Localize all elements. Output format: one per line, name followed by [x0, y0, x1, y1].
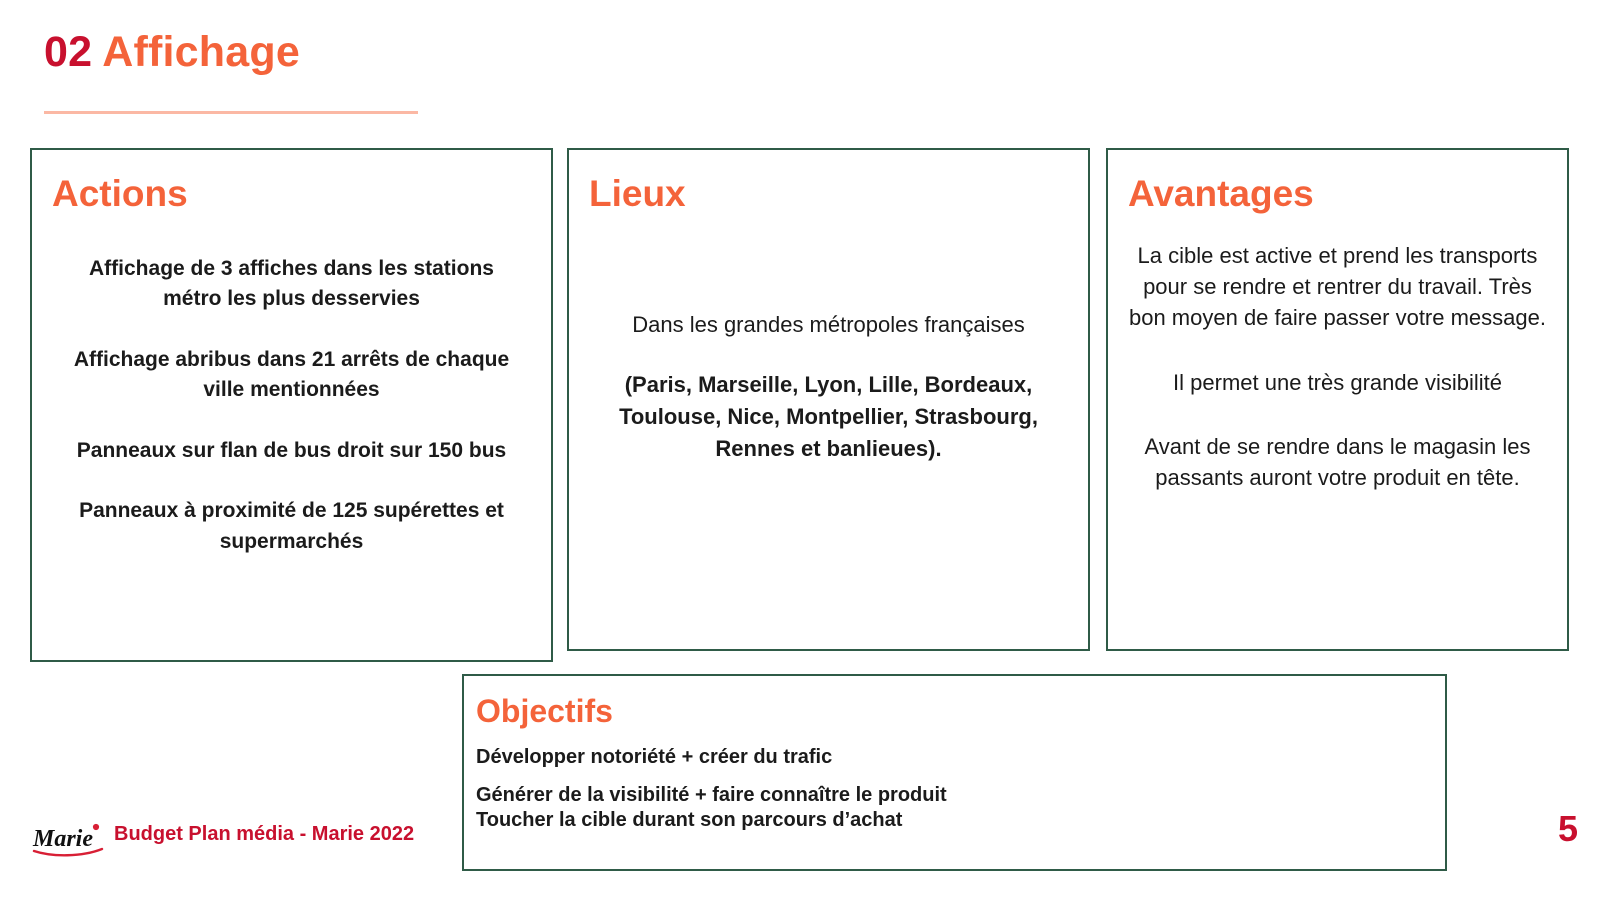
svg-text:Marie: Marie: [33, 826, 93, 852]
card-actions-title: Actions: [52, 173, 188, 214]
page-number: 5: [1557, 808, 1578, 849]
card-actions: [30, 148, 553, 662]
card-actions-body: [32, 254, 551, 557]
card-avantages-title: Avantages: [1128, 173, 1314, 214]
card-objectifs: [462, 674, 1447, 871]
card-lieux-title: Lieux: [589, 173, 686, 214]
card-avantages: [1106, 148, 1569, 651]
page-title: [44, 28, 300, 77]
avantages-paragraph: La cible est active et prend les transports pour se rendre et rentrer du travail. Très bon moyen de faire passer votre message.: [1128, 243, 1546, 331]
objectifs-line: Développer notoriété + créer du trafic: [476, 746, 833, 768]
title-underline-rule: [44, 111, 418, 114]
page-title-word: Affichage: [102, 28, 300, 76]
objectifs-line: Générer de la visibilité + faire connaître le produit: [476, 784, 947, 807]
actions-paragraph: Affichage abribus dans 21 arrêts de chaque ville mentionnées: [73, 347, 510, 402]
marie-logo: [30, 818, 112, 858]
card-lieux-body: [569, 310, 1088, 464]
card-objectifs-title: Objectifs: [476, 693, 613, 729]
objectifs-line: Toucher la cible durant son parcours d’achat: [476, 808, 903, 831]
page-title-number: 02: [44, 28, 93, 76]
actions-paragraph: Panneaux à proximité de 125 supérettes et supermarchés: [79, 499, 504, 553]
actions-paragraph: Panneaux sur flan de bus droit sur 150 bus: [76, 438, 507, 462]
card-avantages-body: [1108, 240, 1567, 493]
lieux-cities-text: (Paris, Marseille, Lyon, Lille, Bordeaux, Toulouse, Nice, Montpellier, Strasbourg, Rennes et banlieues).: [619, 371, 1038, 461]
marie-logo-icon: [30, 818, 112, 858]
actions-paragraph: Affichage de 3 affiches dans les stations métro les plus desservies: [89, 257, 494, 311]
lieux-intro-text: Dans les grandes métropoles françaises: [632, 312, 1025, 337]
card-objectifs-body: [476, 745, 1433, 832]
avantages-paragraph: Il permet une très grande visibilité: [1173, 369, 1502, 395]
avantages-paragraph: Avant de se rendre dans le magasin les passants auront votre produit en tête.: [1144, 433, 1531, 491]
footer-caption: Budget Plan média - Marie 2022: [114, 823, 415, 845]
card-lieux: [567, 148, 1090, 651]
